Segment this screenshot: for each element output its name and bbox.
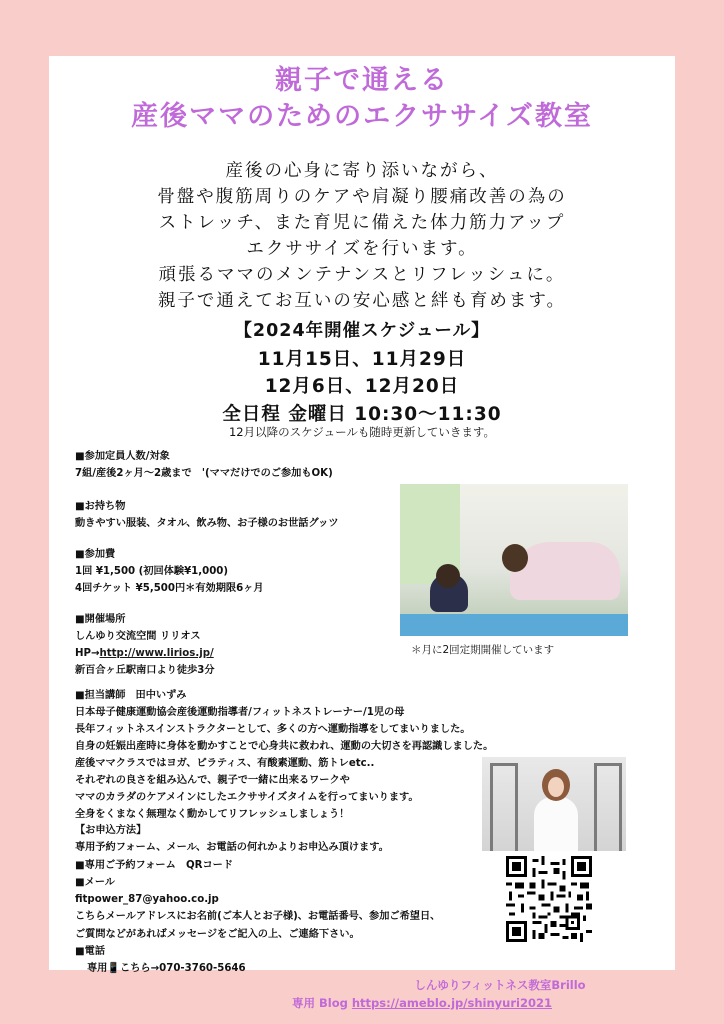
schedule-heading: 【2024年開催スケジュール】	[234, 321, 490, 341]
footer-blog-prefix: 専用 Blog	[292, 996, 352, 1010]
schedule-dates-november: 11月15日、11月29日	[257, 348, 467, 370]
instructor-photo	[482, 757, 626, 851]
apply-phone[interactable]: 専用📱こちら→070-3760-5646	[87, 963, 246, 975]
footer-brand: しんゆりフィットネス教室Brillo	[414, 978, 586, 992]
instructor-line: 長年フィットネスインストラクターとして、多くの方へ運動指導をしてまいりました。	[75, 724, 471, 735]
photo-caption: ＊月に2回定期開催しています	[411, 644, 555, 656]
qr-code-icon[interactable]	[506, 856, 592, 942]
intro-line: 頑張るママのメンテナンスとリフレッシュに。	[158, 265, 566, 285]
apply-form: ■専用ご予約フォーム QRコード	[75, 859, 234, 871]
instructor-line: ママのカラダのケアメインにしたエクササイズタイムを行ってまいります。	[75, 792, 419, 803]
instructor-line: 全身をくまなく無理なく動かしてリフレッシュしましょう！	[75, 809, 350, 820]
venue-access: 新百合ヶ丘駅南口より徒歩3分	[75, 665, 215, 676]
apply-intro: 専用予約フォーム、メール、お電話の何れかよりお申込み頂けます。	[75, 842, 389, 854]
instructor-line: 日本母子健康運動協会産後運動指導者/フィットネストレーナー/1児の母	[75, 707, 405, 718]
venue-hp-link[interactable]: http://www.lirios.jp/	[99, 648, 214, 659]
apply-mail-note: こちらメールアドレスにお名前(ご本人とお子様)、お電話番号、参加ご希望日、	[75, 911, 441, 923]
intro-line: 親子で通えてお互いの安心感と絆も育めます。	[157, 291, 567, 311]
fee-line-1: 1回 ¥1,500 (初回体験¥1,000)	[75, 566, 229, 577]
schedule-dates-december: 12月6日、12月20日	[264, 376, 460, 397]
apply-section	[75, 822, 440, 978]
class-photo	[400, 484, 628, 636]
fee-heading: ■参加費	[75, 549, 116, 560]
flyer-card	[49, 56, 675, 975]
fee-line-2: 4回チケット ¥5,500円＊有効期限6ヶ月	[75, 583, 264, 594]
intro-line: 産後の心身に寄り添いながら、	[225, 161, 499, 181]
venue-heading: ■開催場所	[75, 614, 126, 625]
bring-heading: ■お持ち物	[75, 501, 126, 512]
bring-section	[75, 498, 339, 532]
schedule-update-note: 12月以降のスケジュールも随時更新していきます。	[228, 425, 496, 439]
title-line-2: 産後ママのためのエクササイズ教室	[131, 101, 593, 132]
schedule-block	[49, 318, 675, 428]
intro-line: ストレッチ、また育児に備えた体力筋力アップ	[158, 213, 566, 233]
instructor-line: 自身の妊娠出産時に身体を動かすことで心身共に救われ、運動の大切さを再認識しました。	[75, 741, 494, 752]
apply-heading: 【お申込方法】	[75, 825, 147, 836]
venue-hp-row	[75, 645, 215, 662]
instructor-section	[75, 687, 493, 823]
instructor-heading: ■担当講師 田中いずみ	[75, 690, 187, 701]
instructor-line: 産後ママクラスではヨガ、ピラティス、有酸素運動、筋トレetc..	[75, 758, 375, 769]
apply-phone-heading: ■電話	[75, 946, 106, 958]
venue-name: しんゆり交流空間 リリオス	[75, 631, 201, 642]
bring-text: 動きやすい服装、タオル、飲み物、お子様のお世話グッツ	[75, 518, 339, 529]
footer-blog-row	[60, 995, 724, 1011]
intro-line: エクササイズを行います。	[246, 239, 478, 259]
apply-mail-heading: ■メール	[75, 876, 115, 888]
fee-section	[75, 546, 264, 597]
footer-blog-link[interactable]: https://ameblo.jp/shinyuri2021	[351, 996, 552, 1010]
schedule-all-days: 全日程 金曜日 10:30〜11:30	[222, 403, 502, 425]
apply-mail-address[interactable]: fitpower_87@yahoo.co.jp	[75, 894, 219, 906]
intro-line: 骨盤や腹筋周りのケアや肩凝り腰痛改善の為の	[157, 187, 567, 207]
venue-section	[75, 611, 215, 679]
instructor-line: それぞれの良さを組み込んで、親子で一緒に出来るワークや	[75, 775, 350, 786]
capacity-section	[75, 448, 333, 482]
venue-hp-prefix: HP→	[75, 648, 100, 659]
intro-text	[49, 158, 675, 314]
apply-mail-note: ご質問などがあればメッセージをご記入の上、ご連絡下さい。	[75, 928, 360, 940]
capacity-text: 7組/産後2ヶ月〜2歳まで '(ママだけでのご参加もOK)	[75, 468, 333, 479]
capacity-heading: ■参加定員人数/対象	[75, 451, 170, 462]
title-line-1: 親子で通える	[275, 65, 449, 96]
